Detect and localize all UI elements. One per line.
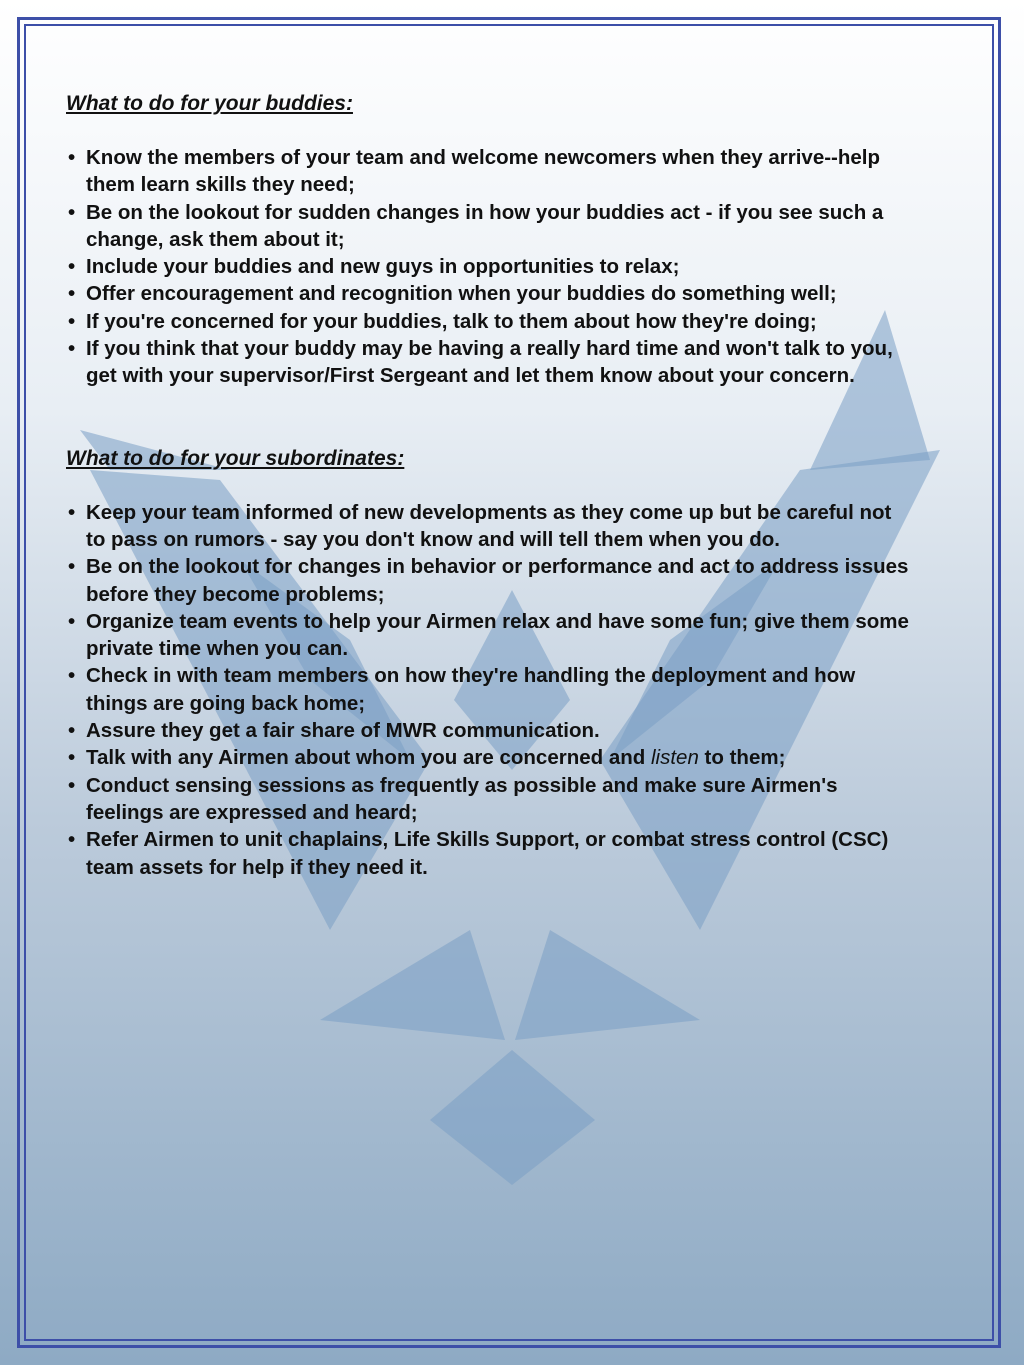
list-item [66, 744, 916, 771]
buddies-heading: What to do for your buddies: [66, 92, 353, 115]
list-item: • Conduct sensing sessions as frequently as possible and make sure Airmen's feelings are expressed and heard; [68, 773, 838, 824]
bullet: • [68, 828, 76, 852]
list-item: • Be on the lookout for changes in behavior or performance and act to address issues before they become problems; [68, 555, 909, 606]
list-item: • If you're concerned for your buddies, talk to them about how they're doing; [66, 308, 916, 335]
subordinates-heading: What to do for your subordinates: [66, 446, 405, 470]
listen-item-before: Talk with any Airmen about whom you are concerned and [86, 746, 651, 770]
bullet: • [68, 773, 76, 797]
bullet: • [68, 309, 76, 333]
bullet: • [68, 555, 76, 579]
bullet: • [68, 664, 76, 688]
bullet: • [68, 146, 76, 169]
list-item: • Know the members of your team and welcome newcomers when they arrive--help them learn skills they need; [68, 146, 881, 197]
list-item: • Include your buddies and new guys in opportunities to relax; [66, 253, 916, 280]
list-item: • If you think that your buddy may be having a really hard time and won't talk to you, get with your supervisor/First Sergeant and let them know about your concern. [68, 337, 893, 388]
list-item: • Keep your team informed of new developments as they come up but be careful not to pass on rumors - say you don't know and will tell them when you do. [68, 500, 892, 551]
document-body [66, 90, 916, 881]
bullet: • [68, 609, 76, 633]
list-item: • Assure they get a fair share of MWR communication. [66, 717, 916, 744]
bullet: • [68, 282, 76, 306]
bullet: • [68, 500, 76, 524]
list-item: • Organize team events to help your Airmen relax and have some fun; give them some private time when you can. [68, 609, 909, 661]
buddies-list [66, 144, 916, 390]
listen-item-after: to them; [698, 746, 786, 770]
listen-emphasis: listen [651, 746, 699, 770]
bullet: • [68, 200, 76, 224]
list-item: • Check in with team members on how they're handling the deployment and how things are going back home; [68, 664, 856, 715]
bullet: • [68, 337, 76, 361]
list-item: • Be on the lookout for sudden changes in how your buddies act - if you see such a change, ask them about it; [68, 200, 884, 251]
list-item: • Offer encouragement and recognition when your buddies do something well; [66, 280, 916, 307]
bullet: • [68, 719, 76, 743]
subordinates-list [66, 499, 916, 881]
bullet: • [68, 746, 76, 770]
list-item: • Refer Airmen to unit chaplains, Life Skills Support, or combat stress control (CSC) team assets for help if they need it. [68, 828, 889, 879]
bullet: • [68, 255, 76, 279]
